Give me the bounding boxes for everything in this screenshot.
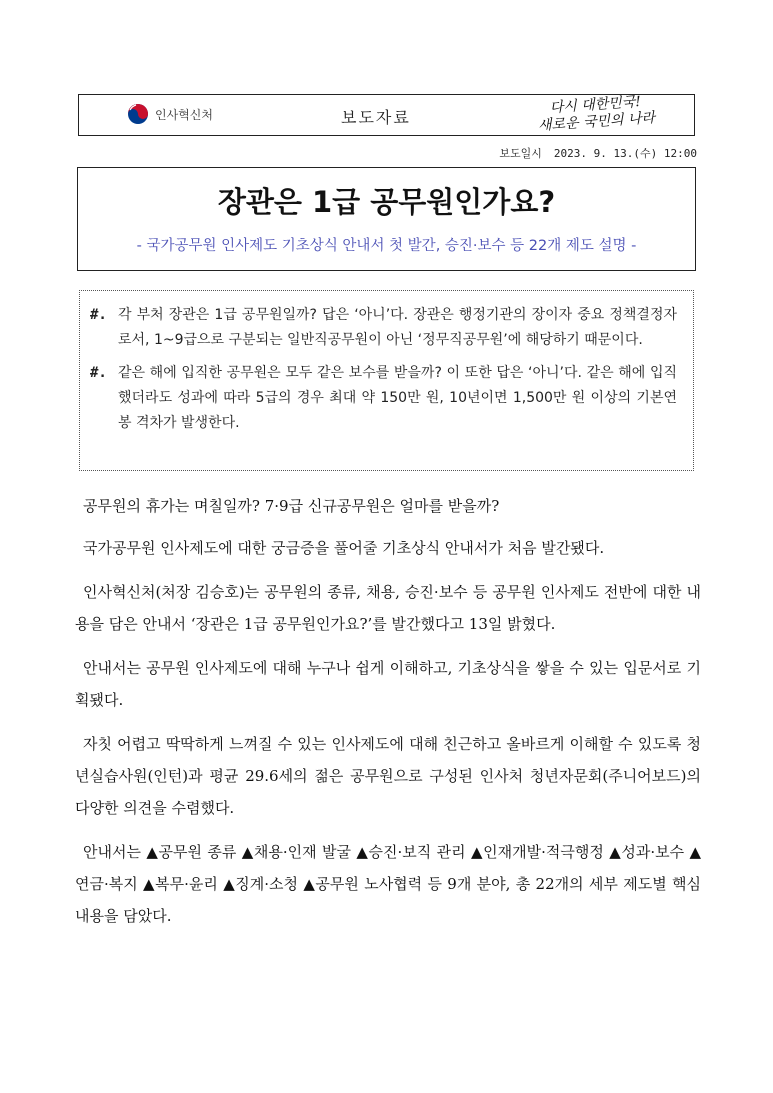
slogan <box>515 91 677 136</box>
body-paragraph: 인사혁신처(처장 김승호)는 공무원의 종류, 채용, 승진·보수 등 공무원 인사제도 전반에 대한 내용을 담은 안내서 ‘장관은 1급 공무원인가요?’를 발간했다고 13일 밝혔다. <box>75 583 701 633</box>
summary-box <box>79 290 694 471</box>
body-paragraph: 안내서는 공무원 인사제도에 대해 누구나 쉽게 이해하고, 기초상식을 쌓을 수 있는 입문서로 기획됐다. <box>75 659 701 709</box>
title-box <box>77 167 696 271</box>
summary-item <box>90 361 677 436</box>
document-type: 보도자료 <box>341 108 411 127</box>
release-date-value: 2023. 9. 13.(수) 12:00 <box>553 147 697 160</box>
taegeuk-icon <box>127 103 149 125</box>
subtitle: - 국가공무원 인사제도 기초상식 안내서 첫 발간, 승진·보수 등 22개 제도 설명 - <box>136 238 637 254</box>
body-paragraph: 자칫 어렵고 딱딱하게 느껴질 수 있는 인사제도에 대해 친근하고 올바르게 이해할 수 있도록 청년실습사원(인턴)과 평균 29.6세의 젊은 공무원으로 구성된 인사처 청년자문회(주니어보드)의 다양한 의견을 수렴했다. <box>75 735 701 817</box>
page-title: 장관은 1급 공무원인가요? <box>217 185 556 219</box>
body-text <box>75 490 701 944</box>
summary-item <box>90 303 677 353</box>
summary-marker: #. <box>90 365 107 381</box>
release-date-label: 보도일시 <box>499 147 542 160</box>
slogan-line-2: 새로운 국민의 나라 <box>537 109 656 135</box>
release-date <box>499 145 697 161</box>
summary-text: 같은 해에 입직한 공무원은 모두 같은 보수를 받을까? 이 또한 답은 ‘아니’다. 같은 해에 입직했더라도 성과에 따라 5급의 경우 최대 약 150만 원, 10년이면 1,500만 원 이상의 기본연봉 격차가 발생한다. <box>118 365 677 431</box>
body-paragraph: 안내서는 ▲공무원 종류 ▲채용·인재 발굴 ▲승진·보직 관리 ▲인재개발·적극행정 ▲성과·보수 ▲연금·복지 ▲복무·윤리 ▲징계·소청 ▲공무원 노사협력 등 9개 분야, 총 22개의 세부 제도별 핵심 내용을 담았다. <box>75 843 701 925</box>
agency-logo <box>127 103 213 125</box>
body-paragraph: 공무원의 휴가는 며칠일까? 7·9급 신규공무원은 얼마를 받을까? <box>83 497 500 515</box>
summary-marker: #. <box>90 307 107 323</box>
header-box <box>78 94 695 136</box>
slogan-line-1: 다시 대한민국! <box>549 93 642 117</box>
summary-text: 각 부처 장관은 1급 공무원일까? 답은 ‘아니’다. 장관은 행정기관의 장이자 중요 정책결정자로서, 1~9급으로 구분되는 일반직공무원이 아닌 ‘정무직공무원’에 해당하기 때문이다. <box>118 307 677 348</box>
agency-name: 인사혁신처 <box>155 107 213 122</box>
body-paragraph: 국가공무원 인사제도에 대한 궁금증을 풀어줄 기초상식 안내서가 처음 발간됐다. <box>83 539 605 557</box>
